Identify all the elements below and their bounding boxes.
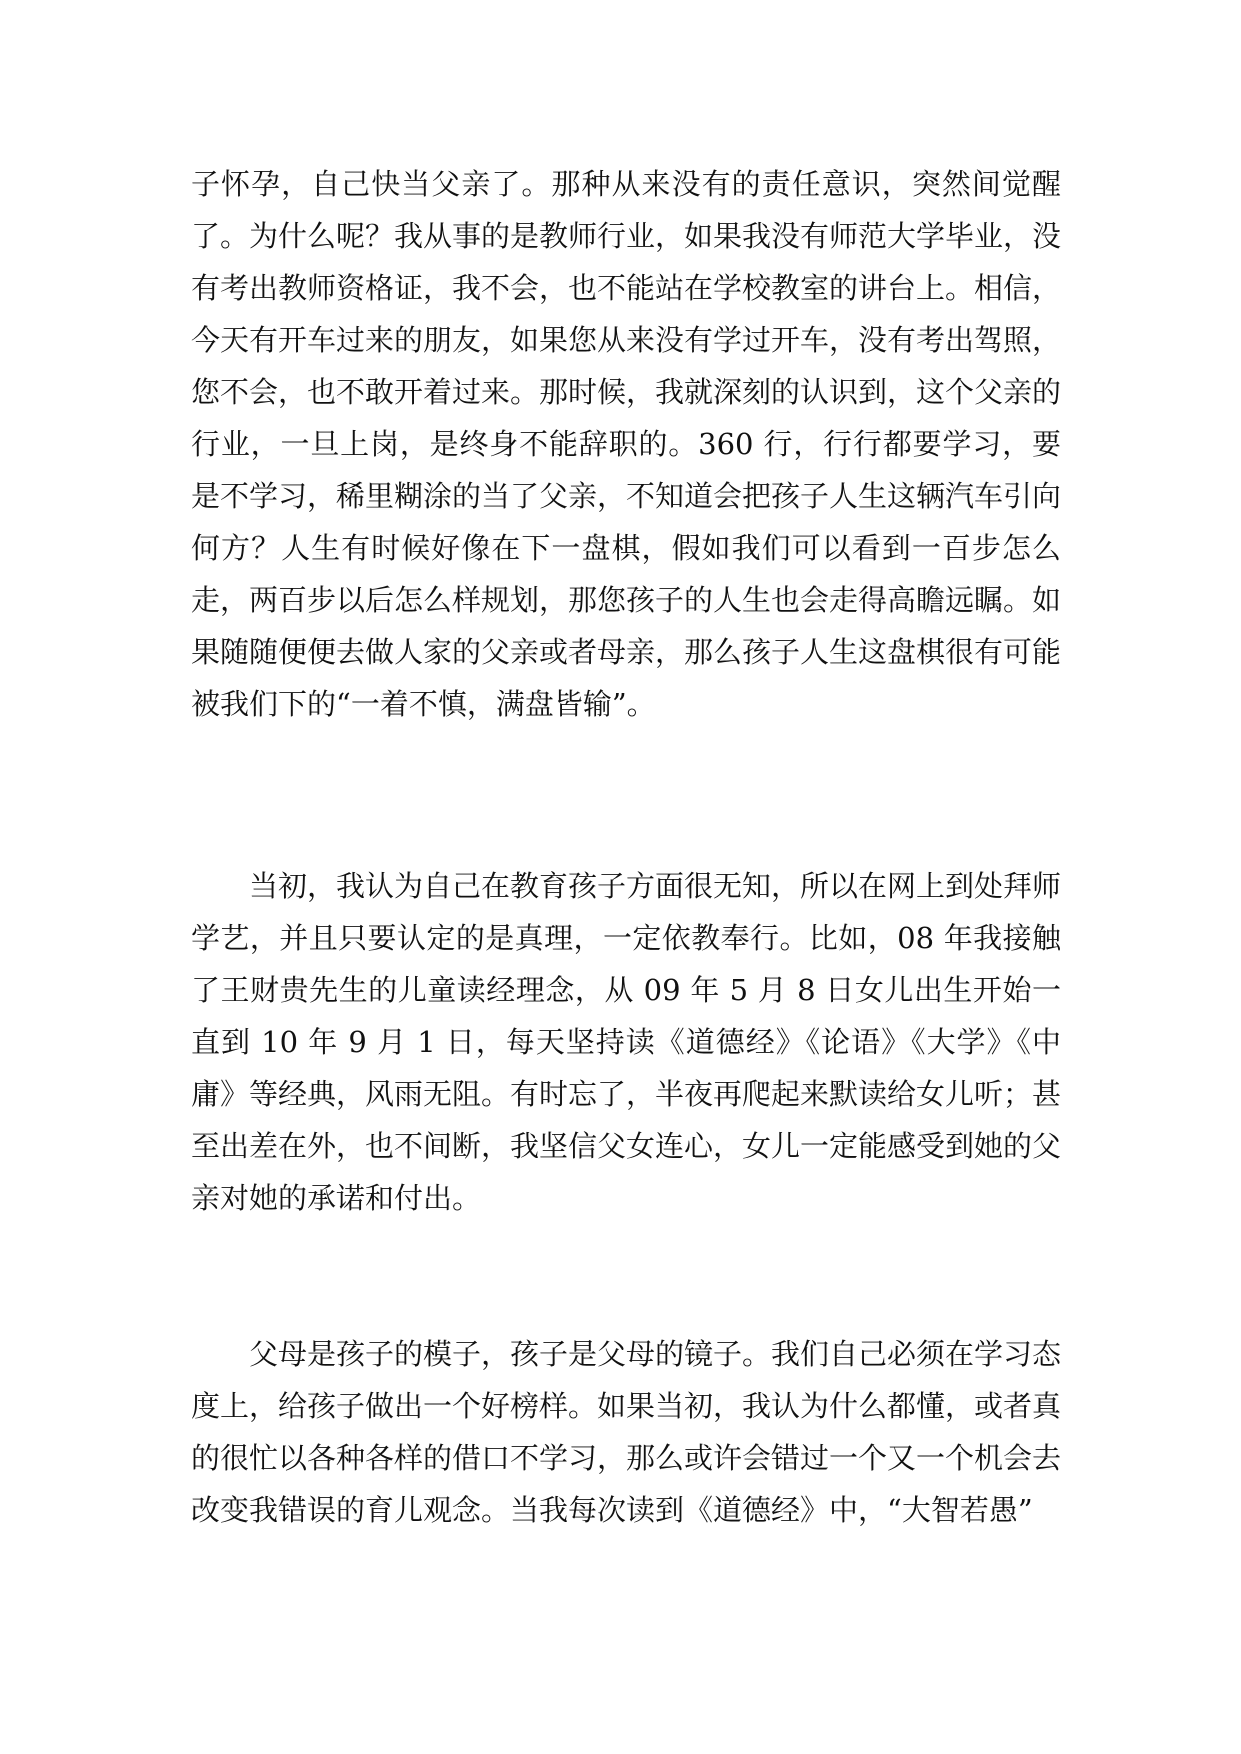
paragraph-1: 子怀孕，自己快当父亲了。那种从来没有的责任意识，突然间觉醒了。为什么呢？我从事的是教师行业，如果我没有师范大学毕业，没有考出教师资格证，我不会，也不能站在学校教室的讲台上。相信，今天有开车过来的朋友，如果您从来没有学过开车，没有考出驾照，您不会，也不敢开着过来。那时候，我就深刻的认识到，这个父亲的行业，一旦上岗，是终身不能辞职的。360 行，行行都要学习，要是不学习，稀里糊涂的当了父亲，不知道会把孩子人生这辆汽车引向何方？人生有时候好像在下一盘棋，假如我们可以看到一百步怎么走，两百步以后怎么样规划，那您孩子的人生也会走得高瞻远瞩。如果随随便便去做人家的父亲或者母亲，那么孩子人生这盘棋很有可能被我们下的“一着不慎，满盘皆输”。 (191, 167, 1062, 721)
paragraph-3: 父母是孩子的模子，孩子是父母的镜子。我们自己必须在学习态度上，给孩子做出一个好榜样。如果当初，我认为什么都懂，或者真的很忙以各种各样的借口不学习，那么或许会错过一个又一个机会去改变我错误的育儿观念。当我每次读到《道德经》中，“大智若愚” (191, 1337, 1062, 1527)
paragraph-2: 当初，我认为自己在教育孩子方面很无知，所以在网上到处拜师学艺，并且只要认定的是真理，一定依教奉行。比如，08 年我接触了王财贵先生的儿童读经理念，从 09 年 5 月 8 日女儿出生开始一直到 10 年 9 月 1 日，每天坚持读《道德经》《论语》《大学》《中庸》等经典，风雨无阻。有时忘了，半夜再爬起来默读给女儿听；甚至出差在外，也不间断，我坚信父女连心，女儿一定能感受到她的父亲对她的承诺和付出。 (191, 869, 1062, 1215)
